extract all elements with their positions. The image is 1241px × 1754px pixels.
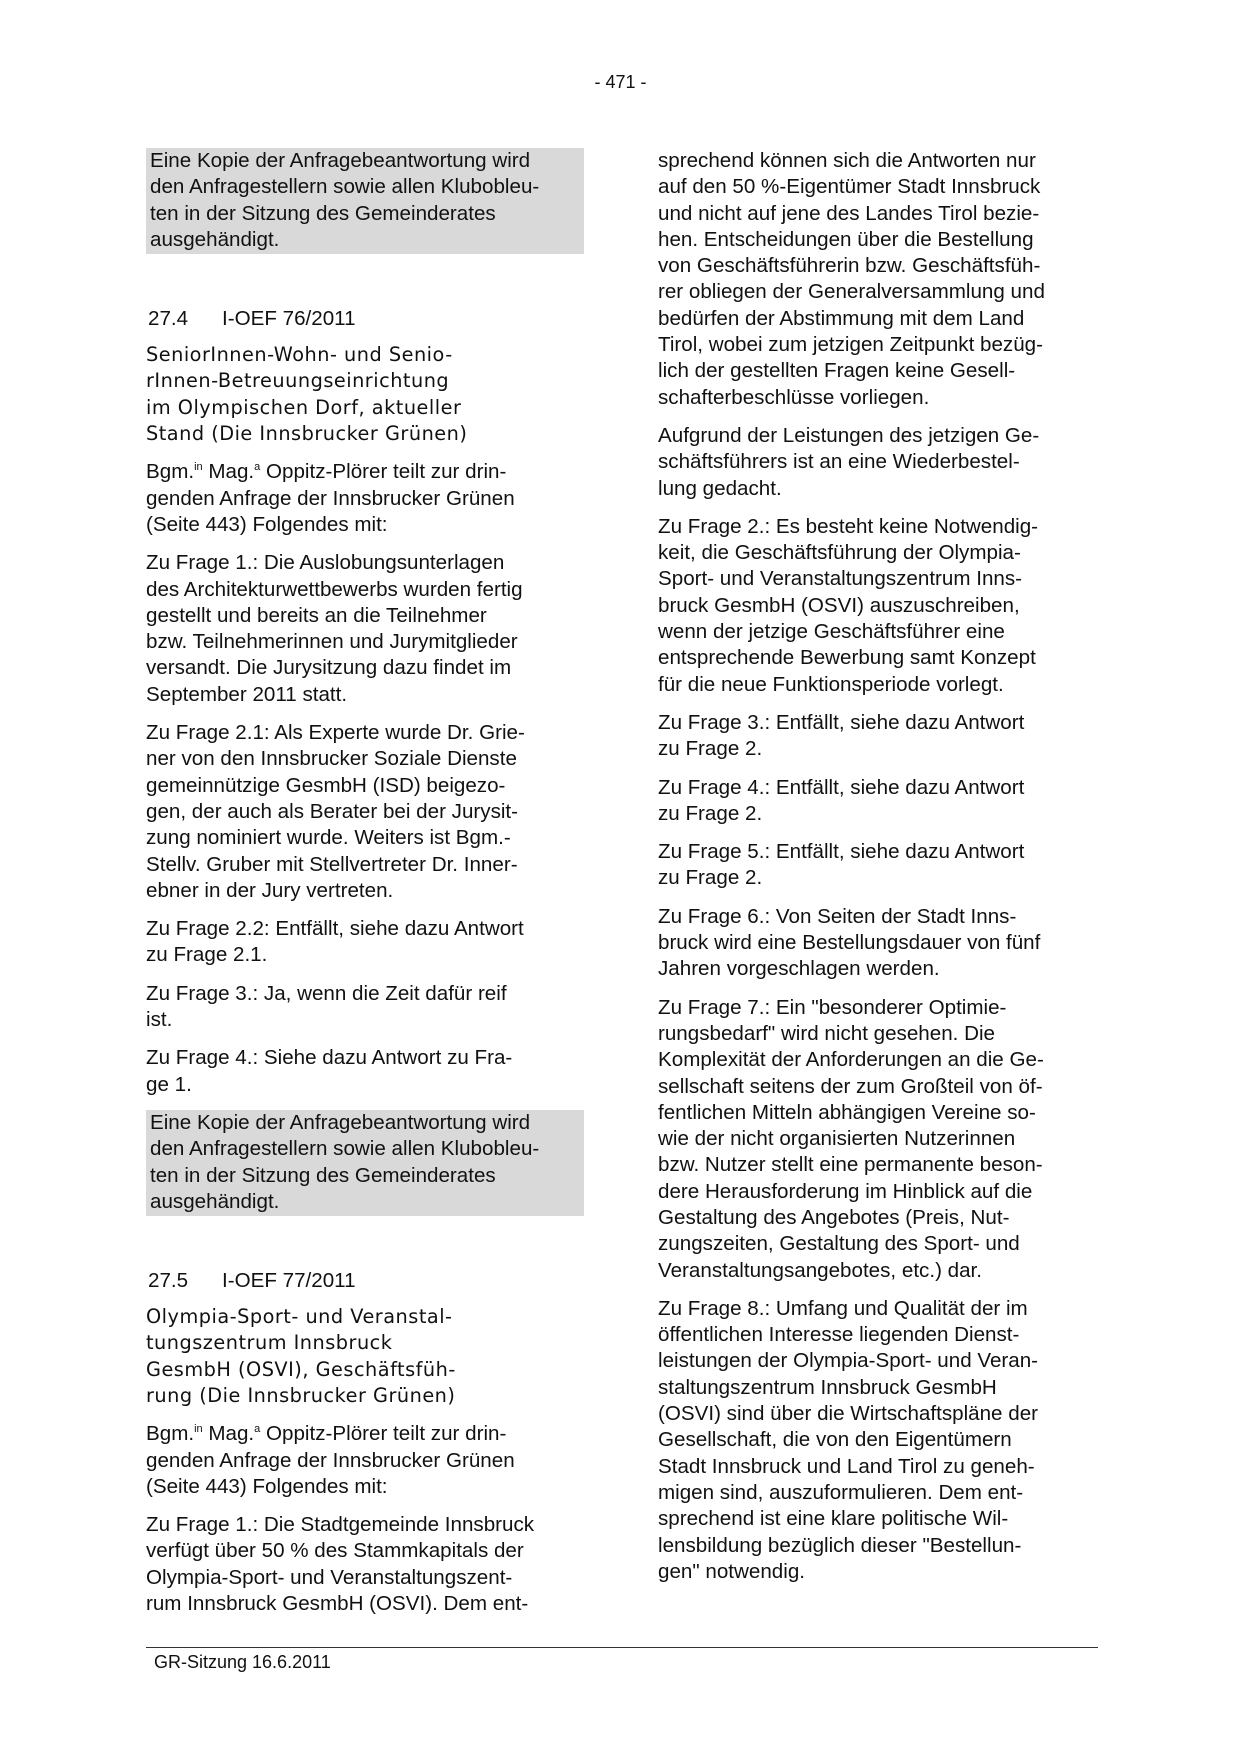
- answer-paragraph: Zu Frage 8.: Umfang und Qualität der im öffentlichen Interesse liegenden Dienst- leistungen der Olympia-Sport- und Veran- staltungszentrum Innsbruck GesmbH (OSVI) sind über die Wirtschaftspläne der Gesellschaft, die von den Eigentümern Stadt Innsbruck und Land Tirol zu geneh- migen sind, auszuformulieren. Dem ent- sprechend ist eine klare politische Wil- lensbildung bezüglich dieser "Bestellun- gen" notwendig.: [658, 1296, 1039, 1583]
- page-number: - 471 -: [594, 72, 647, 92]
- answer-paragraph: Zu Frage 4.: Siehe dazu Antwort zu Fra- ge 1.: [146, 1046, 513, 1096]
- answer-paragraph: Zu Frage 1.: Die Auslobungsunterlagen des Architekturwettbewerbs wurden fertig gestellt und bereits an die Teilnehmer bzw. Teilnehmerinnen und Jurymitglieder versandt. Die Jurysitzung dazu findet im September 2011 statt.: [146, 551, 523, 706]
- section-id: I-OEF 77/2011: [222, 1269, 356, 1293]
- footer-rule: [146, 1647, 1098, 1648]
- answer-paragraph: Zu Frage 1.: Die Stadtgemeinde Innsbruck verfügt über 50 % des Stammkapitals der Olympia-Sport- und Veranstaltungszent- rum Innsbruck GesmbH (OSVI). Dem ent-: [146, 1513, 535, 1616]
- info-box: Eine Kopie der Anfragebeantwortung wird den Anfragestellern sowie allen Klubobleu- ten in der Sitzung des Gemeinderates ausgehändigt.: [146, 148, 584, 254]
- intro-paragraph: Bgm.$^{in}$ Mag.$^a$ Oppitz-Plörer teilt zur drin- genden Anfrage der Innsbrucker Grünen (Seite 443) Folgendes mit:: [146, 460, 515, 536]
- info-box: Eine Kopie der Anfragebeantwortung wird den Anfragestellern sowie allen Klubobleu- ten in der Sitzung des Gemeinderates ausgehändigt.: [146, 1110, 584, 1216]
- intro-paragraph: Bgm.$^{in}$ Mag.$^a$ Oppitz-Plörer teilt zur drin- genden Anfrage der Innsbrucker Grünen (Seite 443) Folgendes mit:: [146, 1422, 515, 1498]
- answer-paragraph: Zu Frage 4.: Entfällt, siehe dazu Antwort zu Frage 2.: [658, 775, 1025, 825]
- section-id: I-OEF 76/2011: [222, 307, 356, 331]
- section-title: SeniorInnen-Wohn- und Senio- rInnen-Betreuungseinrichtung im Olympischen Dorf, aktueller Stand (Die Innsbrucker Grünen): [146, 343, 468, 446]
- body-paragraph: Aufgrund der Leistungen des jetzigen Ge- schäftsführers ist an eine Wiederbestel- lung gedacht.: [658, 423, 1040, 500]
- answer-paragraph: Zu Frage 5.: Entfällt, siehe dazu Antwort zu Frage 2.: [658, 840, 1025, 890]
- answer-paragraph: Zu Frage 2.2: Entfällt, siehe dazu Antwort zu Frage 2.1.: [146, 917, 524, 967]
- section-heading: [146, 306, 584, 332]
- section-number: 27.4: [148, 307, 189, 331]
- section-number: 27.5: [148, 1269, 189, 1293]
- section-title: Olympia-Sport- und Veranstal- tungszentrum Innsbruck GesmbH (OSVI), Geschäftsfüh- rung (Die Innsbrucker Grünen): [146, 1305, 456, 1407]
- answer-paragraph: Zu Frage 3.: Ja, wenn die Zeit dafür reif ist.: [146, 981, 507, 1032]
- left-column: [146, 148, 584, 1629]
- answer-paragraph: Zu Frage 6.: Von Seiten der Stadt Inns- bruck wird eine Bestellungsdauer von fünf Jahren vorgeschlagen werden.: [658, 904, 1041, 981]
- section-heading: [146, 1268, 584, 1294]
- right-column: [658, 148, 1094, 1597]
- body-paragraph: sprechend können sich die Antworten nur auf den 50 %-Eigentümer Stadt Innsbruck und nicht auf jene des Landes Tirol bezie- hen. Entscheidungen über die Bestellung von Geschäftsführerin bzw. Geschäftsfüh- rer obliegen der Generalversammlung und bedürfen der Abstimmung mit dem Land Tirol, wobei zum jetzigen Zeitpunkt bezüg- lich der gestellten Fragen keine Gesell- schafterbeschlüsse vorliegen.: [658, 149, 1045, 409]
- answer-paragraph: Zu Frage 7.: Ein "besonderer Optimie- rungsbedarf" wird nicht gesehen. Die Komplexität der Anforderungen an die Ge- sellschaft seitens der zum Großteil von öf- fentlichen Mitteln abhängigen Vereine so- wie der nicht organisierten Nutzerinnen bzw. Nutzer stellt eine permanente beson- dere Herausforderung im Hinblick auf die Gestaltung des Angebotes (Preis, Nut- zungszeiten, Gestaltung des Sport- und Veranstaltungsangebotes, etc.) dar.: [658, 995, 1044, 1282]
- footer-text: GR-Sitzung 16.6.2011: [154, 1652, 331, 1672]
- answer-paragraph: Zu Frage 3.: Entfällt, siehe dazu Antwort zu Frage 2.: [658, 710, 1025, 761]
- answer-paragraph: Zu Frage 2.1: Als Experte wurde Dr. Grie- ner von den Innsbrucker Soziale Dienste gemeinnützige GesmbH (ISD) beigezo- gen, der auch als Berater bei der Jurysit- zung nominiert wurde. Weiters ist Bgm.- Stellv. Gruber mit Stellvertreter Dr. Inner- ebner in der Jury vertreten.: [146, 721, 525, 902]
- answer-paragraph: Zu Frage 2.: Es besteht keine Notwendig- keit, die Geschäftsführung der Olympia- Sport- und Veranstaltungszentrum Inns- bruck GesmbH (OSVI) auszuschreiben, wenn der jetzige Geschäftsführer eine entsprechende Bewerbung samt Konzept für die neue Funktionsperiode vorlegt.: [658, 514, 1039, 696]
